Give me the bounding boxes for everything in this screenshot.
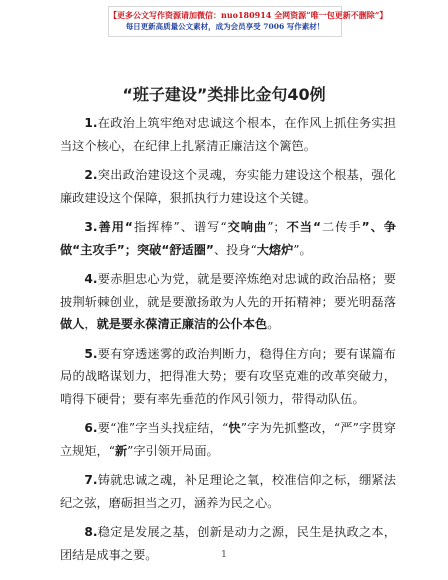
- paragraph-text: 要赤胆忠心为党，就是要淬炼绝对忠诚的政治品格；要披荆斩棘创业，就是要激扬敢为人先的开拓精神；要光明磊落: [60, 272, 396, 309]
- paragraph-text: 突出政治建设这个灵魂，夯实能力建设这个根基，强化廉政建设这个保障，狠抓执行力建设这个关键。: [60, 168, 396, 205]
- paragraph-number: 1.: [84, 116, 98, 130]
- paragraph: [60, 112, 396, 157]
- bold-text: 交响曲: [226, 220, 268, 234]
- paragraph-text: 稳定是发展之基，创新是动力之源，民生是执政之本，团结是成事之要。: [60, 525, 396, 562]
- paragraph-text: 要有穿透迷雾的政治判断力，稳得住方向；要有谋篇布局的战略谋划力，把得准大势；要有攻坚克难的改革突破力，啃得下硬骨；要有率先垂范的作风引领力，带得动队伍。: [60, 346, 396, 406]
- document-body: [60, 112, 396, 573]
- paragraph: [60, 268, 396, 336]
- promo-line-2: 每日更新高质量公文素材，成为会员享受 7006 写作素材！: [125, 22, 325, 31]
- paragraph: [60, 469, 396, 514]
- paragraph-text: ”字为先抓整改，“严”字贯穿立规矩，“: [60, 421, 396, 458]
- paragraph-text: ”字引领开局面。: [127, 443, 219, 458]
- paragraph: [60, 164, 396, 209]
- paragraph-text: 二传手: [321, 220, 362, 234]
- bold-text: 新: [114, 443, 128, 458]
- paragraph-number: 7.: [84, 473, 98, 487]
- bold-text: 突破“舒适圈”: [136, 242, 214, 257]
- bold-text: 大熔炉: [256, 242, 294, 257]
- document-title: “班子建设”类排比金句40例: [122, 85, 326, 104]
- paragraph-number: 3.: [84, 220, 98, 234]
- paragraph-text: 指挥棒: [132, 220, 174, 234]
- bold-text: ”、争做“主攻手”；: [60, 220, 397, 257]
- paragraph: [60, 216, 396, 261]
- paragraph-text: 、投身“: [213, 242, 257, 257]
- page-number: 1: [221, 550, 227, 560]
- paragraph-text: 在政治上筑牢绝对忠诚这个根本，在作风上抓住务实担当这个核心，在纪律上扎紧清正廉洁这个篱笆。: [60, 116, 396, 153]
- bold-text: 不当“: [285, 220, 322, 234]
- promo-banner: [108, 6, 388, 37]
- paragraph-number: 5.: [84, 346, 98, 361]
- paragraph-text: ，: [84, 317, 97, 331]
- paragraph-text: ”。: [293, 242, 312, 257]
- paragraph: [60, 417, 396, 462]
- paragraph-text: 铸就忠诚之魂，补足理论之氧，校准信仰之标，绷紧法纪之弦，磨砺担当之刃，涵养为民之心。: [60, 473, 396, 510]
- paragraph-number: 8.: [84, 525, 98, 539]
- paragraph: [60, 343, 396, 411]
- paragraph-text: ”；: [267, 220, 286, 234]
- bold-text: 就是要永葆清正廉洁的公仆本色: [96, 317, 268, 331]
- bold-text: 快: [228, 421, 241, 435]
- paragraph-number: 2.: [84, 168, 98, 182]
- paragraph-number: 4.: [84, 272, 98, 286]
- promo-line-1: 【更多公文写作资源请加微信：nuo180914 全网资源“唯一包更新不删除”】: [109, 10, 388, 20]
- bold-text: 做人: [60, 317, 85, 331]
- paragraph-text: ”、谱写“: [173, 220, 227, 234]
- paragraph-text: 。: [267, 317, 280, 331]
- bold-text: 善用“: [97, 220, 133, 234]
- paragraph-text: 要“准”字当头找症结，“: [97, 421, 229, 435]
- paragraph-number: 6.: [84, 421, 98, 435]
